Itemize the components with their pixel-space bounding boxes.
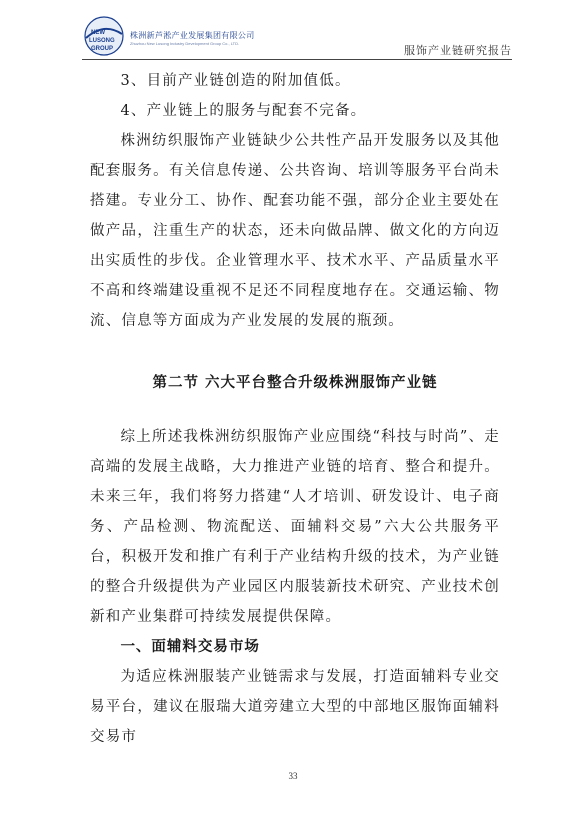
subsection-title: 一、面辅料交易市场 <box>120 639 260 655</box>
page-header <box>82 14 512 58</box>
list-item-3: 3、目前产业链创造的附加值低。 <box>120 73 351 89</box>
paragraph-market: 为适应株洲服装产业链需求与发展，打造面辅料专业交易平台，建议在服瑞大道旁建立大型的中部地区服饰面辅料交易市 <box>90 669 500 745</box>
company-logo-icon <box>82 14 126 58</box>
logo-text-new: NEW <box>91 30 105 36</box>
company-name: 株洲新芦淞产业发展集团有限公司 <box>130 31 255 40</box>
list-item-4: 4、产业链上的服务与配套不完备。 <box>120 103 367 119</box>
company-name-en: Zhuzhou New Lusong Industry Development Group Co., LTD. <box>130 41 240 46</box>
page-number: 33 <box>288 771 298 781</box>
paragraph-strategy: 综上所述我株洲纺织服饰产业应围绕“科技与时尚”、走高端的发展主战略，大力推进产业链的培育、整合和提升。未来三年，我们将努力搭建“人才培训、研发设计、电子商务、产品检测、物流配送、面辅料交易”六大公共服务平台，积极开发和推广有利于产业结构升级的技术，为产业链的整合升级提供为产业园区内服装新技术研究、产业技术创新和产业集群可持续发展提供保障。 <box>90 429 500 625</box>
section-title: 第二节 六大平台整合升级株洲服饰产业链 <box>152 375 438 391</box>
logo-text-group: GROUP <box>91 46 114 52</box>
paragraph-services: 株洲纺织服饰产业链缺少公共性产品开发服务以及其他配套服务。有关信息传递、公共咨询、培训等服务平台尚未搭建。专业分工、协作、配套功能不强，部分企业主要处在做产品，注重生产的状态，还未向做品牌、做文化的方向迈出实质性的步伐。企业管理水平、技术水平、产品质量水平不高和终端建设重视不足还不同程度地存在。交通运输、物流、信息等方面成为产业发展的发展的瓶颈。 <box>90 133 500 329</box>
page-content <box>90 66 500 752</box>
document-label: 服饰产业链研究报告 <box>404 44 512 57</box>
header-divider <box>82 59 512 60</box>
logo-text-lusong: LUSONG <box>89 38 115 44</box>
